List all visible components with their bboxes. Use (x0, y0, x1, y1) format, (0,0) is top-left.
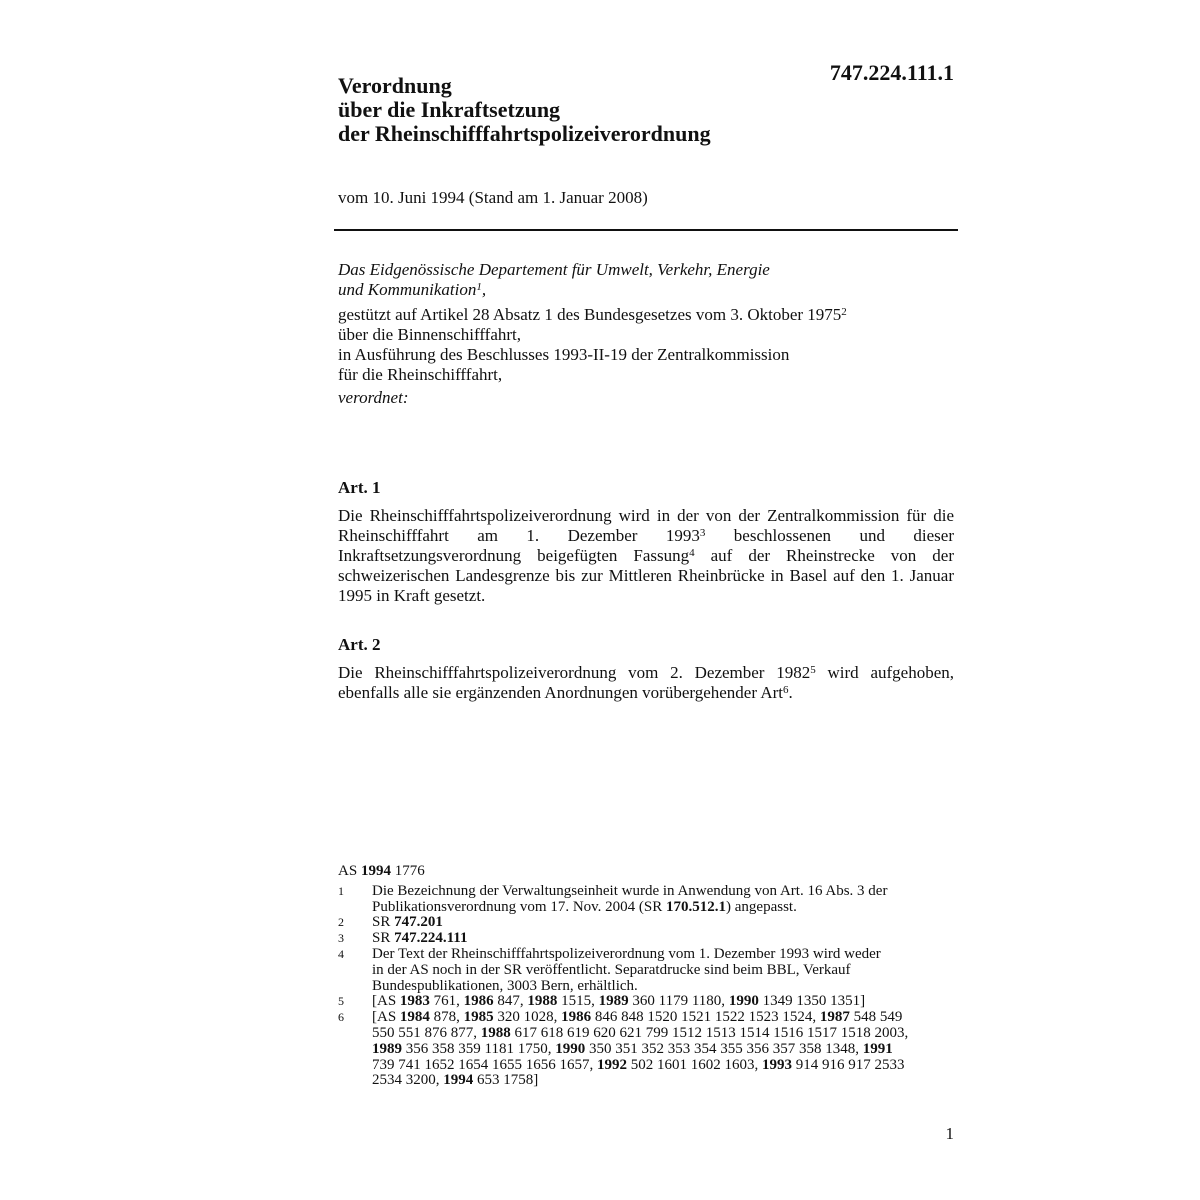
as-page: 1776 (390, 863, 425, 879)
footnote-1 (338, 884, 958, 916)
article-1-text-a: Die Rheinschifffahrtspolizeiverordnung wird in der von der Zentralkommission für die Rheinschifffahrt am 1. Dezember 1993 (338, 506, 954, 545)
page-number: 1 (945, 1124, 954, 1143)
footnote-text (372, 994, 958, 1010)
article-1-text-c: auf der Rheinstrecke von der schweizerischen Landesgrenze bis zur Mittleren Rheinbrücke in Basel auf den 1. Januar 1995 in Kraft gesetzt. (338, 546, 954, 605)
basis-line-1-text: gestützt auf Artikel 28 Absatz 1 des Bundesgesetzes vom 3. Oktober 1975 (338, 305, 842, 324)
footnote-number: 5 (338, 994, 344, 1009)
header-divider (334, 229, 958, 231)
footnote-text (372, 931, 958, 947)
article-1 (338, 478, 954, 606)
footnote-text-part: 1515, (557, 993, 599, 1010)
footnote-text-part: 617 618 619 620 621 799 1512 1513 1514 1516 1517 1518 2003, (514, 1024, 909, 1041)
footnote-year: 1985 (463, 1009, 494, 1026)
footnote-ref-3[interactable]: 3 (699, 527, 706, 539)
document-title (338, 74, 711, 146)
footnote-sr-number: 170.512.1 (666, 898, 727, 915)
footnote-year: 1994 (443, 1072, 474, 1089)
article-2-text-b: wird aufgehoben, ebenfalls alle sie ergänzenden Anordnungen vorübergehender Art (338, 663, 954, 702)
footnote-year: 1987 (819, 1009, 850, 1026)
title-line-1: Verordnung (338, 73, 452, 98)
basis-line-3: in Ausführung des Beschlusses 1993-II-19 der Zentralkommission (338, 345, 790, 364)
footnote-year: 1993 (762, 1056, 792, 1073)
footnote-year: 1983 (399, 993, 430, 1010)
footnote-year: 1990 (555, 1040, 586, 1057)
footnote-text-part: [AS (372, 993, 400, 1010)
issuer-line-2 (338, 280, 958, 300)
article-1-text (338, 506, 954, 606)
article-2-text-c: . (788, 683, 793, 702)
footnote-text-part: 846 848 1520 1521 1522 1523 1524, (591, 1009, 820, 1026)
footnote-ref-6[interactable]: 6 (783, 684, 789, 696)
issuer-line-2-text: und Kommunikation (338, 280, 477, 299)
footnote-text-part: 914 916 917 2533 2534 3200, (372, 1056, 905, 1089)
footnote-4 (338, 947, 958, 994)
footnote-text-part: 548 549 550 551 876 877, (372, 1009, 903, 1041)
basis-line-4: für die Rheinschifffahrt, (338, 365, 503, 384)
footnote-year: 1986 (463, 993, 494, 1010)
as-year: 1994 (360, 863, 391, 879)
footnote-text-part: 739 741 1652 1654 1655 1656 1657, (372, 1056, 594, 1073)
basis-line-1 (338, 305, 958, 325)
footnote-year: 1988 (480, 1024, 511, 1041)
footnote-5 (338, 994, 958, 1010)
footnote-year: 1990 (728, 993, 759, 1010)
footnote-text-part: SR (372, 914, 395, 931)
footnote-text-part: Die Bezeichnung der Verwaltungseinheit wurde in Anwendung von Art. 16 Abs. 3 der Publikationsverordnung vom 17. Nov. 2004 (SR (372, 882, 888, 915)
footnote-text-part: 847, (493, 993, 528, 1010)
footnote-text-part: 653 1758] (473, 1072, 539, 1089)
footnote-year: 1992 (597, 1056, 627, 1073)
footnote-ref-4[interactable]: 4 (689, 547, 695, 559)
article-2-heading: Art. 2 (338, 635, 381, 654)
footnote-6 (338, 1010, 958, 1089)
footnote-text-part: SR (372, 930, 395, 947)
footnote-ref-1[interactable]: 1 (476, 281, 482, 293)
article-1-heading: Art. 1 (338, 478, 381, 497)
verordnet: verordnet: (338, 388, 409, 407)
footnote-text-part: 320 1028, (493, 1009, 562, 1026)
footnote-sr-number: 747.224.111 (394, 930, 468, 947)
footnote-2 (338, 915, 958, 931)
sr-number: 747.224.111.1 (829, 60, 954, 85)
issuer-line-2-end: , (481, 280, 487, 299)
footnote-text (372, 915, 958, 931)
footnote-text-part: 878, (429, 1009, 464, 1026)
footnote-text-part: 1349 1350 1351] (758, 993, 866, 1010)
issuer-line-1: Das Eidgenössische Departement für Umwelt, Verkehr, Energie (338, 260, 770, 279)
date-line: vom 10. Juni 1994 (Stand am 1. Januar 2008) (338, 188, 648, 207)
article-2-text-a: Die Rheinschifffahrtspolizeiverordnung vom 2. Dezember 1982 (338, 663, 811, 682)
footnote-3 (338, 931, 958, 947)
footnote-text (372, 1010, 958, 1089)
footnote-text-part: [AS (372, 1009, 400, 1026)
as-reference (338, 864, 958, 880)
article-1-text-b: beschlossenen und dieser Inkraftsetzungsverordnung beigefügten Fassung (338, 526, 955, 565)
footnote-sr-number: 747.201 (394, 914, 443, 931)
footnote-text (372, 884, 958, 916)
as-prefix: AS (338, 863, 361, 879)
footnote-text-part: 356 358 359 1181 1750, (402, 1040, 556, 1057)
title-line-3: der Rheinschifffahrtspolizeiverordnung (338, 121, 711, 146)
footnote-ref-2[interactable]: 2 (841, 306, 847, 318)
footnote-year: 1984 (399, 1009, 430, 1026)
footnote-year: 1988 (527, 993, 558, 1010)
footnotes (338, 864, 958, 1089)
footnote-text-part: ) angepasst. (726, 898, 797, 915)
footnote-text-part: 360 1179 1180, (628, 993, 729, 1010)
title-line-2: über die Inkraftsetzung (338, 97, 561, 122)
footnote-text-part: 350 351 352 353 354 355 356 357 358 1348, (585, 1040, 863, 1057)
footnote-text-part: 502 1601 1602 1603, (627, 1056, 762, 1073)
footnote-number: 1 (338, 883, 344, 898)
article-2 (338, 635, 954, 703)
basis-line-2: über die Binnenschifffahrt, (338, 325, 522, 344)
issuer (338, 260, 958, 300)
footnote-text-part: 761, (429, 993, 464, 1010)
footnote-text: Der Text der Rheinschifffahrtspolizeiverordnung vom 1. Dezember 1993 wird weder in der AS noch in der SR veröffentlicht. Separatdrucke sind beim BBL, Verkauf Bundespublikationen, 3003 Bern, erhältlich. (372, 945, 881, 994)
footnote-year: 1991 (862, 1040, 893, 1057)
footnote-number: 3 (338, 931, 344, 946)
footnote-year: 1989 (372, 1040, 402, 1057)
article-2-text (338, 663, 954, 703)
footnote-ref-5[interactable]: 5 (810, 664, 816, 676)
footnote-year: 1989 (598, 993, 629, 1010)
footnote-number: 2 (338, 915, 344, 930)
footnote-year: 1986 (561, 1009, 592, 1026)
footnote-number: 4 (338, 946, 344, 961)
footnote-number: 6 (338, 1010, 344, 1025)
preamble (338, 260, 958, 408)
